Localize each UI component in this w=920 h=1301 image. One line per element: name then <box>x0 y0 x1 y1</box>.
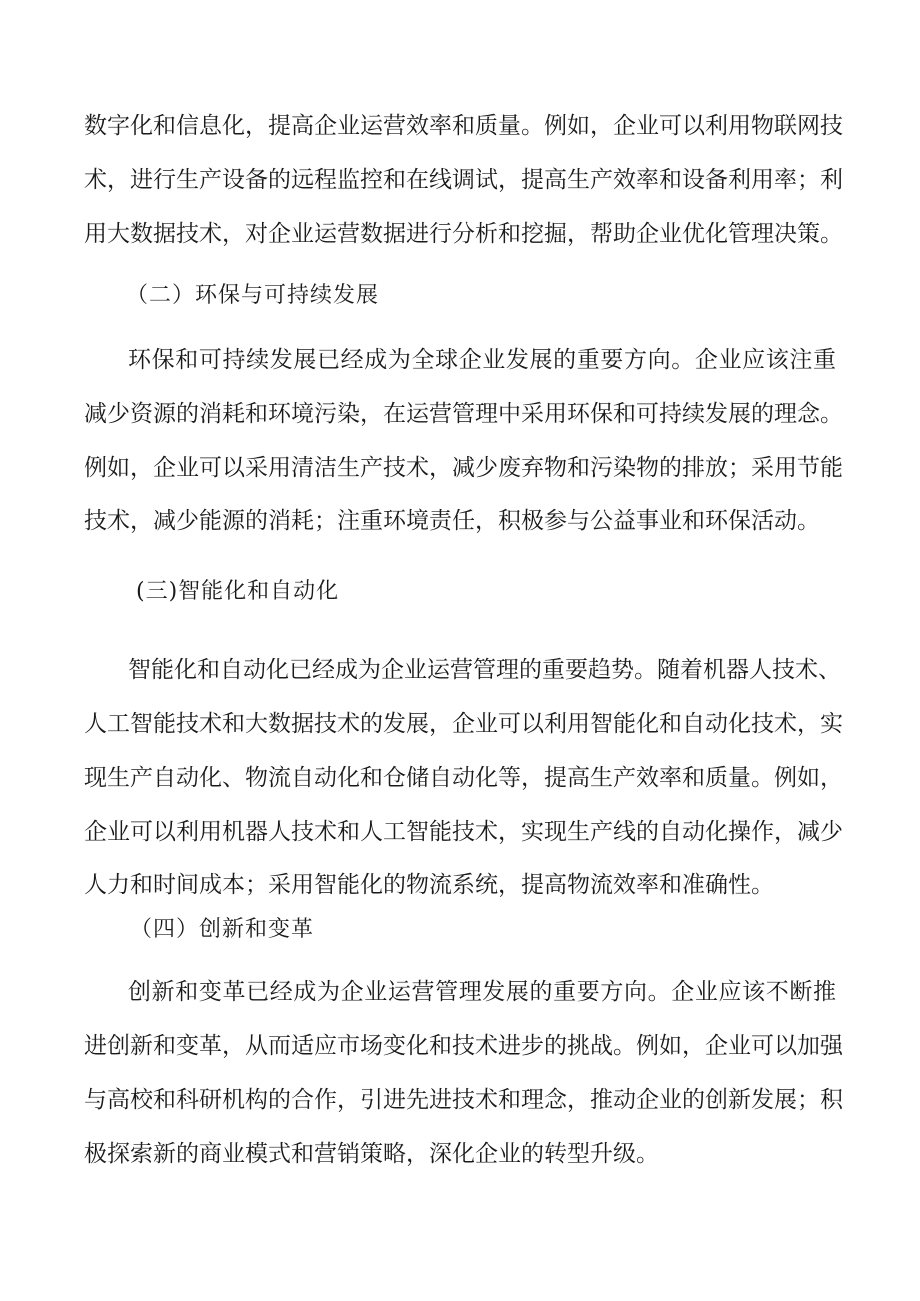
paragraph-line: 例如，企业可以采用清洁生产技术，减少废弃物和污染物的排放；采用节能 <box>84 455 843 481</box>
paragraph-line: 与高校和科研机构的合作，引进先进技术和理念，推动企业的创新发展；积 <box>84 1087 843 1113</box>
section-heading-environment: （二）环保与可持续发展 <box>126 283 380 308</box>
paragraph-line: 创新和变革已经成为企业运营管理发展的重要方向。企业应该不断推 <box>128 979 836 1005</box>
paragraph-line: 术，进行生产设备的远程监控和在线调试，提高生产效率和设备利用率；利 <box>84 167 843 193</box>
paragraph-line: 极探索新的商业模式和营销策略，深化企业的转型升级。 <box>84 1141 659 1167</box>
section-heading-intelligence: (三)智能化和自动化 <box>136 579 340 604</box>
paragraph-line: 现生产自动化、物流自动化和仓储自动化等，提高生产效率和质量。例如， <box>84 765 843 791</box>
paragraph-line: 企业可以利用机器人技术和人工智能技术，实现生产线的自动化操作，减少 <box>84 819 843 845</box>
paragraph-line: 人力和时间成本；采用智能化的物流系统，提高物流效率和准确性。 <box>84 872 774 898</box>
paragraph-line: 技术，减少能源的消耗；注重环境责任，积极参与公益事业和环保活动。 <box>84 508 820 534</box>
paragraph-line: 进创新和变革，从而适应市场变化和技术进步的挑战。例如，企业可以加强 <box>84 1033 843 1059</box>
paragraph-line: 环保和可持续发展已经成为全球企业发展的重要方向。企业应该注重 <box>128 347 836 373</box>
section-heading-innovation: （四）创新和变革 <box>130 917 315 942</box>
paragraph-line: 用大数据技术，对企业运营数据进行分析和挖掘，帮助企业优化管理决策。 <box>84 221 843 247</box>
paragraph-line: 人工智能技术和大数据技术的发展，企业可以利用智能化和自动化技术，实 <box>84 711 843 737</box>
paragraph-line: 减少资源的消耗和环境污染，在运营管理中采用环保和可持续发展的理念。 <box>84 401 843 427</box>
paragraph-line: 智能化和自动化已经成为企业运营管理的重要趋势。随着机器人技术、 <box>128 657 841 683</box>
paragraph-line: 数字化和信息化，提高企业运营效率和质量。例如，企业可以利用物联网技 <box>84 113 843 139</box>
